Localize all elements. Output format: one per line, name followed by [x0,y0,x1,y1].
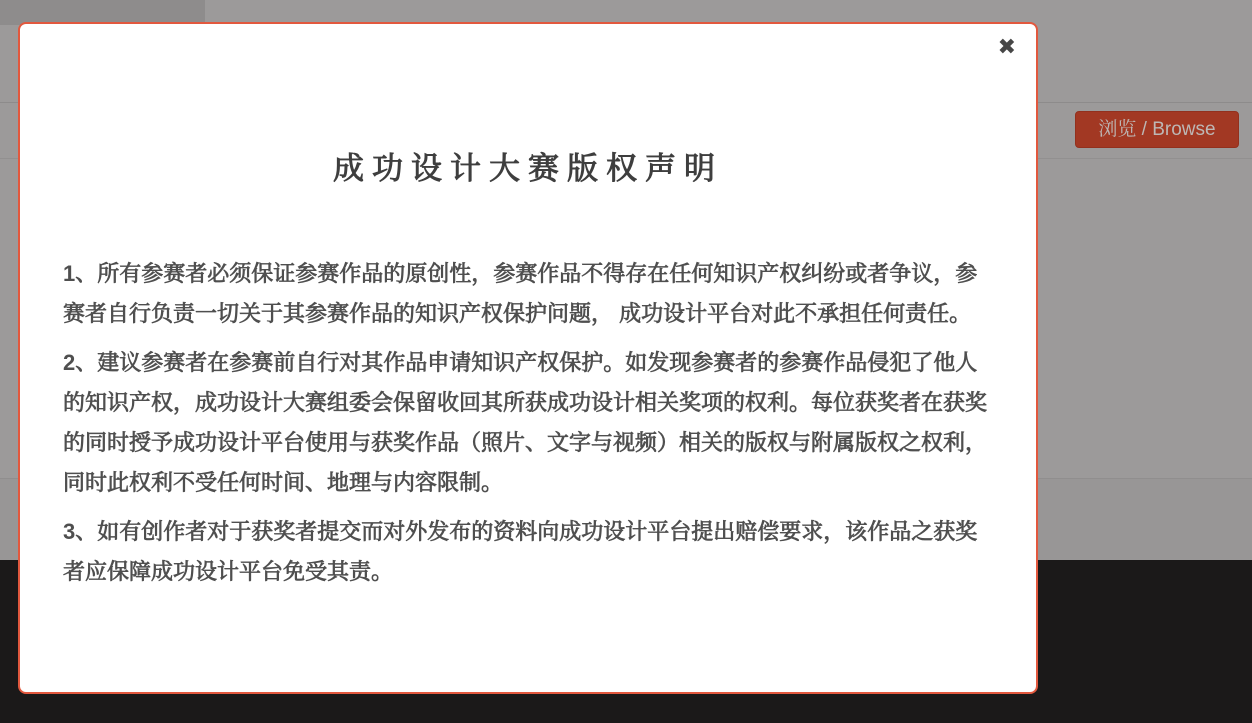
dialog-body [63,254,992,601]
dialog-title: 成功设计大赛版权声明 [333,151,723,186]
close-icon[interactable]: ✖ [997,34,1016,59]
copyright-clause-2: 2、建议参赛者在参赛前自行对其作品申请知识产权保护。如发现参赛者的参赛作品侵犯了他人的知识产权，成功设计大赛组委会保留收回其所获成功设计相关奖项的权利。每位获奖者在获奖的同时授予成功设计平台使用与获奖作品（照片、文字与视频）相关的版权与附属版权之权利，同时此权利不受任何时间、地理与内容限制。 [63,350,988,495]
copyright-clause-1: 1、所有参赛者必须保证参赛作品的原创性，参赛作品不得存在任何知识产权纠纷或者争议，参赛者自行负责一切关于其参赛作品的知识产权保护问题， 成功设计平台对此不承担任何责任。 [63,261,978,326]
copyright-dialog [18,22,1038,694]
copyright-clause-3: 3、如有创作者对于获奖者提交而对外发布的资料向成功设计平台提出赔偿要求，该作品之获奖者应保障成功设计平台免受其责。 [63,519,978,584]
browse-button[interactable]: 浏览 / Browse [1075,111,1239,148]
